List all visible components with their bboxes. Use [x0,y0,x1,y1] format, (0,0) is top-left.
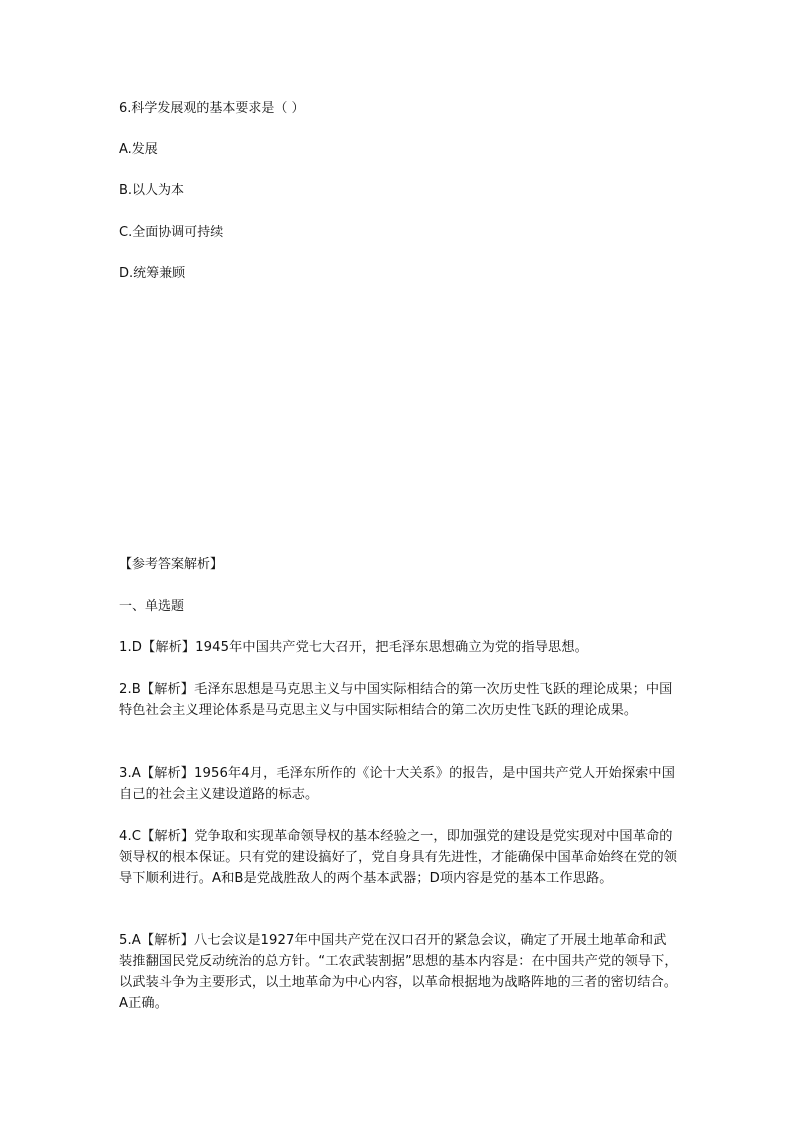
option-a: A.发展 [119,142,158,157]
question-stem: 6.科学发展观的基本要求是（ ） [119,101,305,116]
option-d: D.统筹兼顾 [119,266,186,281]
answer-4: 4.C【解析】党争取和实现革命领导权的基本经验之一，即加强党的建设是党实现对中国革命的领导权的根本保证。只有党的建设搞好了，党自身具有先进性，才能确保中国革命始终在党的领导下顺利进行。A和B是党战胜敌人的两个基本武器；D项内容是党的基本工作思路。 [119,829,678,886]
option-b: B.以人为本 [119,183,185,198]
answer-3: 3.A【解析】1956年4月，毛泽东所作的《论十大关系》的报告，是中国共产党人开始探索中国自己的社会主义建设道路的标志。 [119,766,675,802]
answers-heading: 【参考答案解析】 [119,557,224,572]
answer-2: 2.B【解析】毛泽东思想是马克思主义与中国实际相结合的第一次历史性飞跃的理论成果；中国特色社会主义理论体系是马克思主义与中国实际相结合的第二次历史性飞跃的理论成果。 [119,682,673,718]
option-c: C.全面协调可持续 [119,225,224,240]
answer-1: 1.D【解析】1945年中国共产党七大召开，把毛泽东思想确立为党的指导思想。 [119,640,588,655]
answer-5: 5.A【解析】八七会议是1927年中国共产党在汉口召开的紧急会议，确定了开展土地革命和武装推翻国民党反动统治的总方针。“工农武装割据”思想的基本内容是：在中国共产党的领导下，以武装斗争为主要形式，以土地革命为中心内容，以革命根据地为战略阵地的三者的密切结合。A正确。 [119,933,678,1011]
section-heading: 一、单选题 [119,599,185,614]
